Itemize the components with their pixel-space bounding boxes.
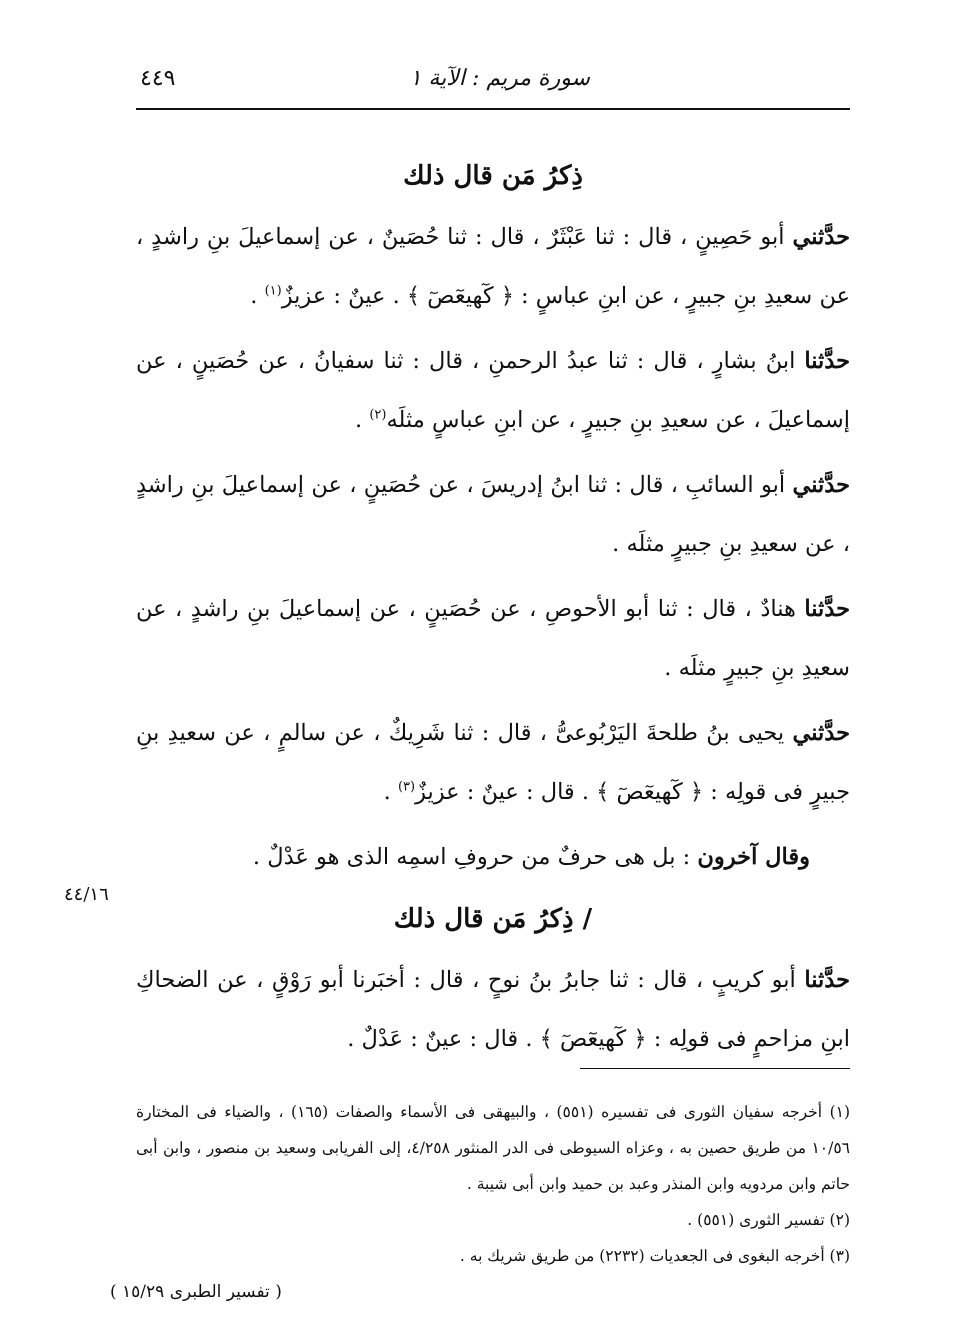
paragraph-lead: حدَّثنا (804, 596, 850, 622)
main-text (136, 150, 850, 1075)
footnote-marker[interactable]: (٣) (397, 779, 416, 795)
paragraph-lead: حدَّثني (792, 720, 850, 746)
paragraph-lead: حدَّثني (792, 472, 850, 498)
paragraph-text: : بل هى حرفٌ من حروفِ اسمِه الذى هو عَدْلٌ . (252, 844, 698, 870)
paragraph-text: يحيى بنُ طلحةَ اليَرْبُوعىُّ ، قال : ثنا شَرِيكٌ ، عن سالمٍ ، عن سعيدِ بنِ جبيرٍ فى قولِه : ﴿ كٓهيعٓصٓ ﴾ . قال : عينٌ : عزيزٌ (136, 720, 850, 805)
paragraph (136, 580, 850, 698)
footnotes (136, 1094, 850, 1274)
header-rule (136, 108, 850, 110)
paragraph-text: أبو كريبٍ ، قال : ثنا جابرُ بنُ نوحٍ ، قال : أخبَرنا أبو رَوْقٍ ، عن الضحاكِ ابنِ مزاحمٍ فى قولِه : ﴿ كٓهيعٓصٓ ﴾ . قال : عينٌ : عَدْلٌ . (136, 967, 850, 1052)
paragraph (136, 456, 850, 574)
footnote-marker[interactable]: (٢) (369, 407, 387, 423)
section-heading-1: ذِكرُ مَن قال ذلك (403, 161, 583, 191)
paragraph (136, 828, 850, 887)
footnote: (٣) أخرجه البغوى فى الجعديات (٢٢٣٢) من طريق شريك به . (459, 1247, 850, 1265)
paragraph (136, 208, 850, 326)
paragraph-tail: . (383, 779, 398, 805)
page-number: ٤٤٩ (140, 66, 176, 91)
paragraph-text: أبو السائبِ ، قال : ثنا ابنُ إدريسَ ، عن حُصَينٍ ، عن إسماعيلَ بنِ راشدٍ ، عن سعيدِ بنِ جبيرٍ مثلَه . (136, 472, 850, 557)
paragraph-tail: . (355, 407, 370, 433)
paragraph (136, 951, 850, 1069)
paragraph-tail: . (250, 283, 265, 309)
header-title: سورة مريم : الآية ١ (409, 66, 590, 91)
footnote: (٢) تفسير الثورى (٥٥١) . (687, 1211, 850, 1229)
running-header (136, 58, 850, 106)
footer-reference: ( تفسير الطبرى ١٥/٢٩ ) (110, 1282, 282, 1302)
paragraph-text: ابنُ بشارٍ ، قال : ثنا عبدُ الرحمنِ ، قال : ثنا سفيانُ ، عن حُصَينٍ ، عن إسماعيلَ ، عن سعيدِ بنِ جبيرٍ ، عن ابنِ عباسٍ مثلَه (136, 348, 850, 433)
footnote: (١) أخرجه سفيان الثورى فى تفسيره (٥٥١) ، والبيهقى فى الأسماء والصفات (١٦٥) ، والضياء فى المختارة ١٠/٥٦ من طريق حصين به ، وعزاه السيوطى فى الدر المنثور ٤/٢٥٨، إلى الفريابى وسعيد بن منصور ، وابن أبى حاتم وابن مردويه وابن المنذر وعبد بن حميد وابن أبى شيبة . (136, 1103, 851, 1193)
paragraph-text: أبو حَصِينٍ ، قال : ثنا عَبْثَرٌ ، قال : ثنا حُصَينٌ ، عن إسماعيلَ بنِ راشدٍ ، عن سعيدِ بنِ جبيرٍ ، عن ابنِ عباسٍ : ﴿ كٓهيعٓصٓ ﴾ . عينٌ : عزيزٌ (136, 224, 850, 309)
paragraph-lead: حدَّثنا (804, 967, 850, 993)
paragraph (136, 332, 850, 450)
margin-reference: ٤٤/١٦ (64, 884, 109, 905)
paragraph (136, 704, 850, 822)
paragraph-lead: حدَّثنا (804, 348, 850, 374)
paragraph-text: هنادٌ ، قال : ثنا أبو الأحوصِ ، عن حُصَينٍ ، عن إسماعيلَ بنِ راشدٍ ، عن سعيدِ بنِ جبيرٍ مثلَه . (136, 596, 850, 681)
footnote-marker[interactable]: (١) (264, 283, 282, 299)
paragraph-lead: حدَّثني (792, 224, 850, 250)
paragraph-lead: وقال آخرون (697, 844, 810, 870)
footnote-rule (580, 1068, 850, 1069)
section-heading-2: / ذِكرُ مَن قال ذلك (393, 904, 593, 934)
